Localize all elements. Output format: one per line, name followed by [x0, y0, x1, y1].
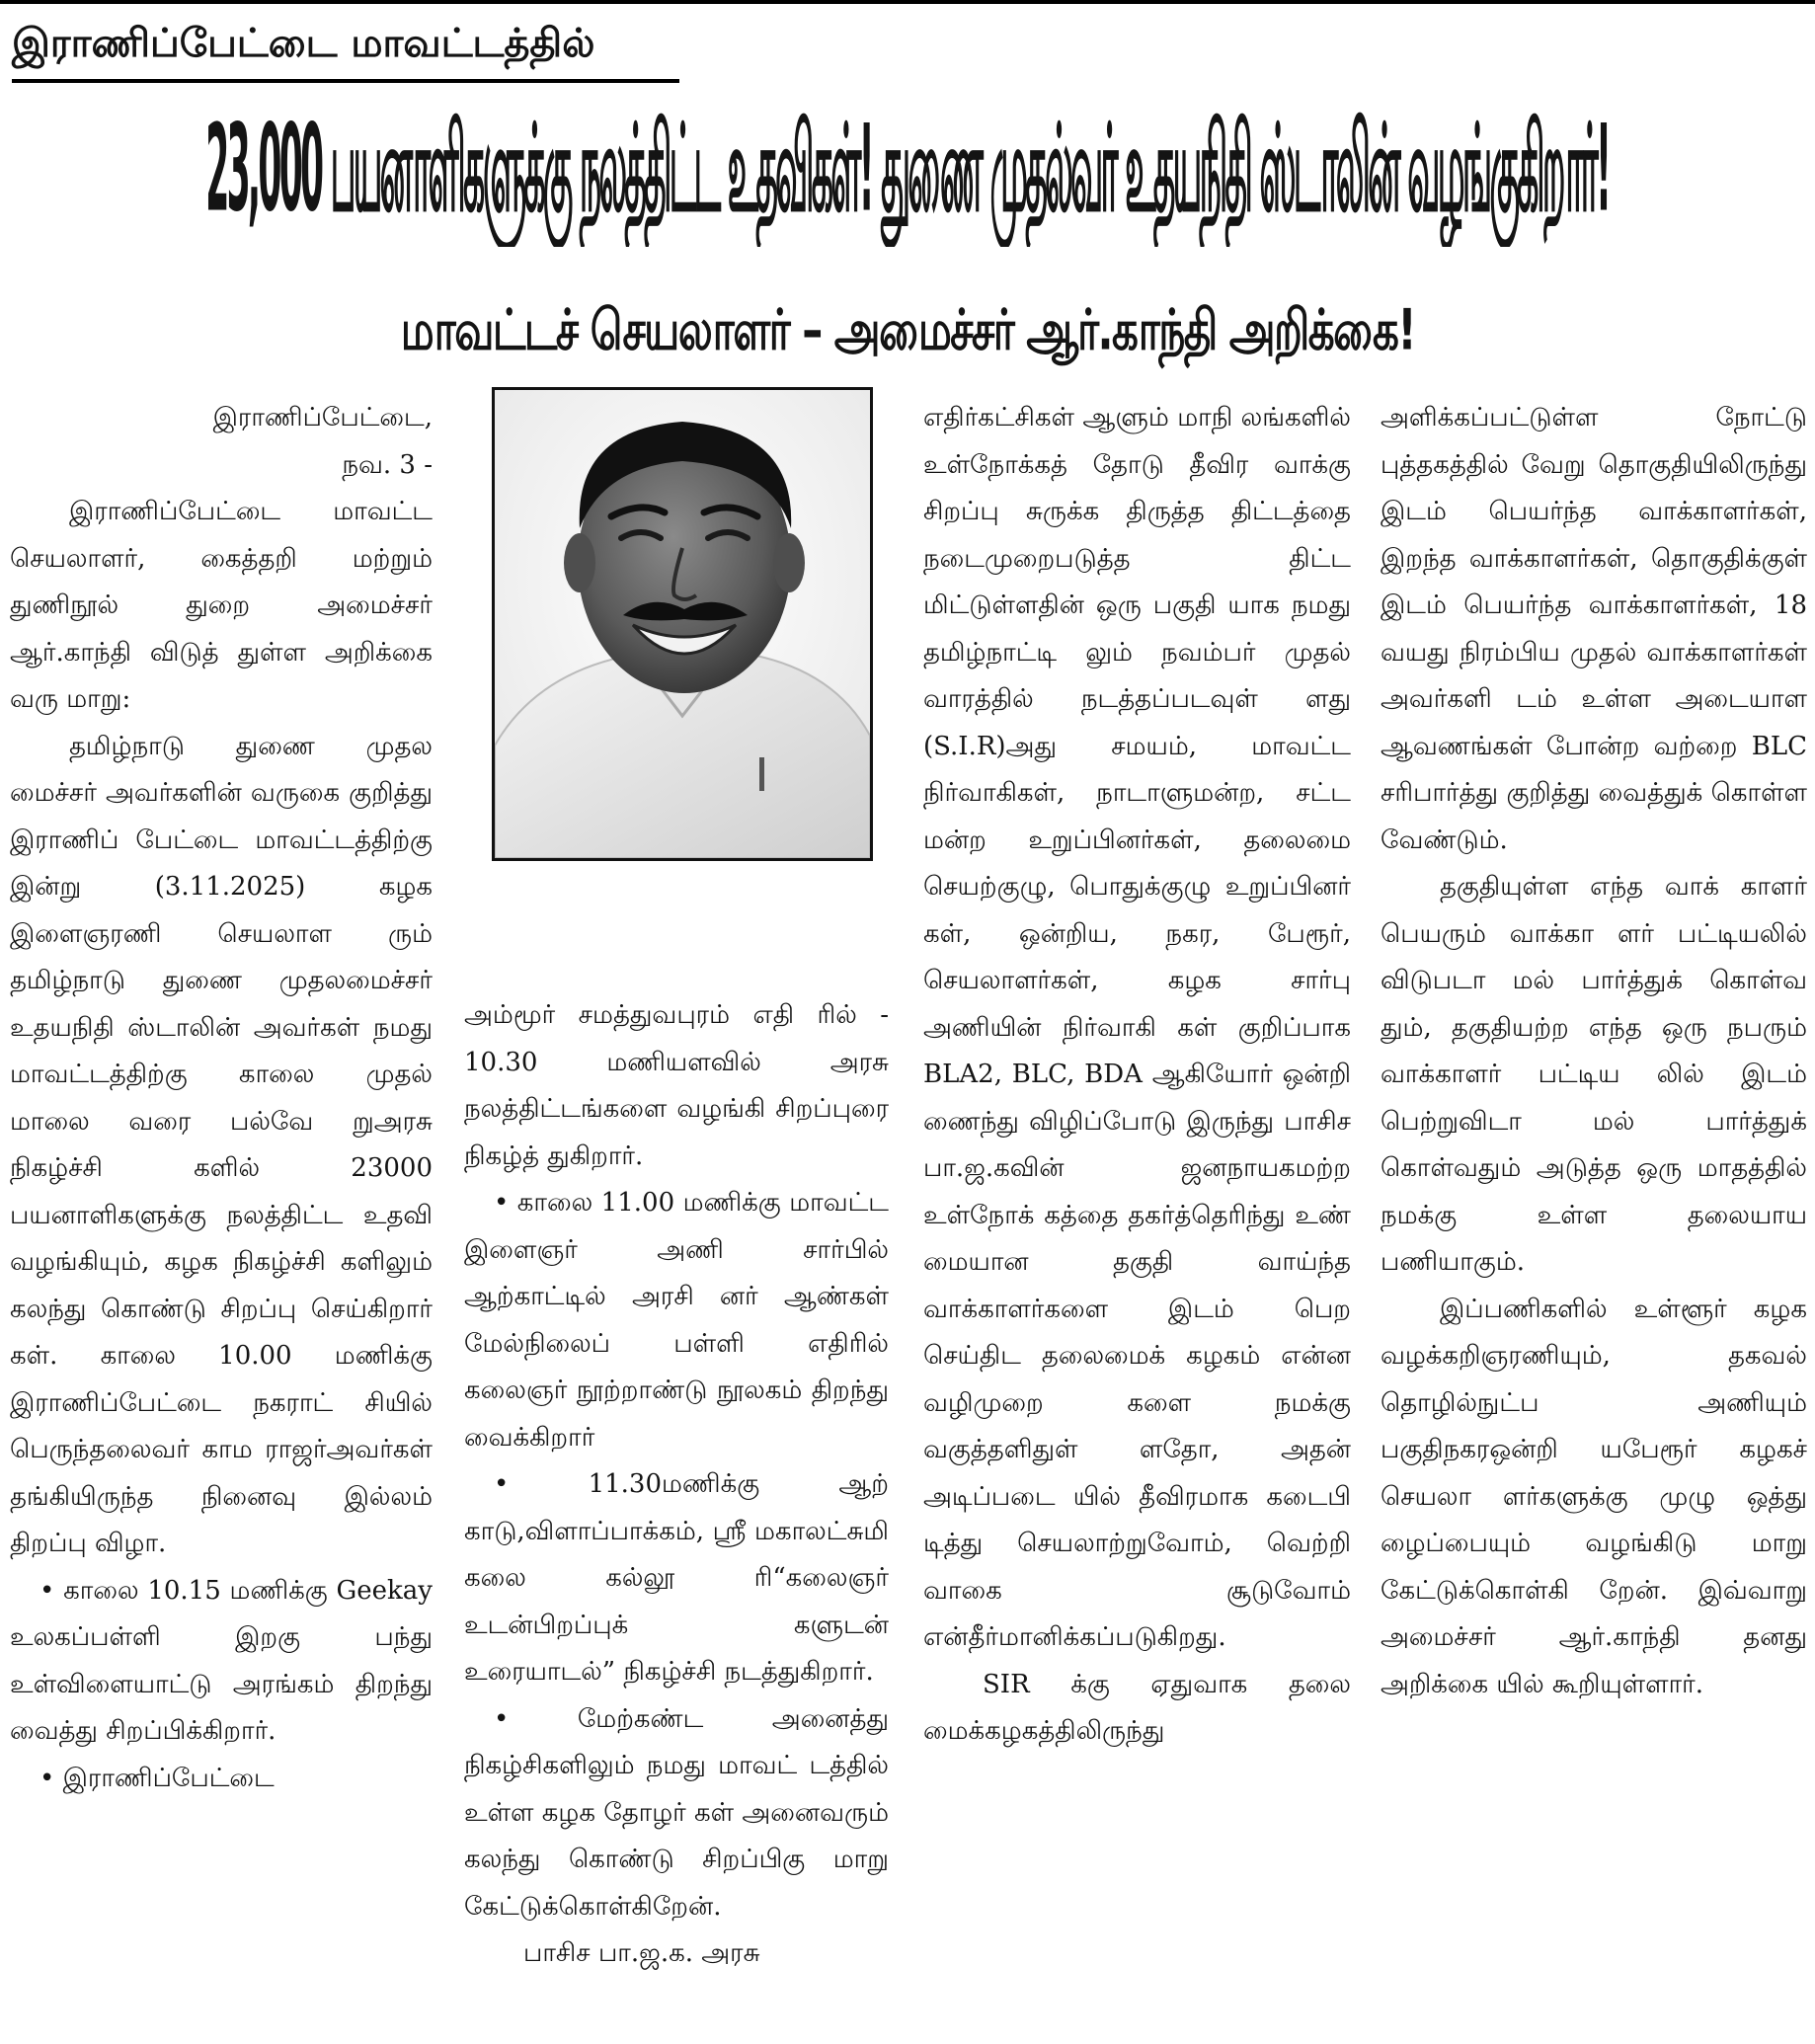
top-rule — [0, 0, 1815, 4]
schedule-item: • இராணிப்பேட்டை — [39, 1763, 275, 1793]
article-paragraph: தமிழ்நாடு துணை முதல மைச்சர் அவர்களின் வருகை குறித்து இராணிப் பேட்டை மாவட்டத்திற்கு இன்று (3.11.2025) கழக இளைஞரணி செயலாள ரும் தமிழ்நாடு துணை முதலமைச்சர் உதயநிதி ஸ்டாலின் அவர்கள் நமது மாவட்டத்திற்கு காலை முதல் மாலை வரை பல்வே றுஅரசு நிகழ்ச்சி களில் 23000 பயனாளிகளுக்கு நலத்திட்ட உதவி வழங்கியும், கழக நிகழ்ச்சி களிலும் கலந்து கொண்டு சிறப்பு செய்கிறார் கள். காலை 10.00 மணிக்கு இராணிப்பேட்டை நகராட் சியில் பெருந்தலைவர் காம ராஜர்அவர்கள் தங்கியிருந்த நினைவு இல்லம் திறப்பு விழா. — [10, 731, 433, 1558]
kicker-heading: இராணிப்பேட்டை மாவட்டத்தில் — [12, 12, 679, 83]
article-column-1 — [10, 395, 433, 2034]
article-paragraph: SIR க்கு ஏதுவாக தலை மைக்கழகத்திலிருந்து — [923, 1669, 1351, 1746]
article-paragraph: தகுதியுள்ள எந்த வாக் காளர் பெயரும் வாக்கா ளர் பட்டியலில் விடுபடா மல் பார்த்துக் கொள்வ தும், தகுதியற்ற எந்த ஒரு நபரும் வாக்காளர் பட்டிய லில் இடம் பெற்றுவிடா மல் பார்த்துக் கொள்வதும் அடுத்த ஒரு மாதத்தில் நமக்கு உள்ள தலையாய பணியாகும். — [1381, 872, 1807, 1277]
article-column-2 — [464, 992, 889, 2034]
portrait-illustration — [495, 390, 870, 858]
headline-container — [0, 109, 1815, 247]
article-paragraph: எதிர்கட்சிகள் ஆளும் மாநி லங்களில் உள்நோக்கத் தோடு தீவிர வாக்கு சிறப்பு சுருக்க திருத்த திட்டத்தை நடைமுறைபடுத்த திட்ட மிட்டுள்ளதின் ஒரு பகுதி யாக நமது தமிழ்நாட்டி லும் நவம்பர் முதல் வாரத்தில் நடத்தப்படவுள் ளது (S.I.R)அது சமயம், மாவட்ட நிர்வாகிகள், நாடாளுமன்ற, சட்ட மன்ற உறுப்பினர்கள், தலைமை செயற்குழு, பொதுக்குழு உறுப்பினர் கள், ஒன்றிய, நகர, பேரூர், செயலாளர்கள், கழக சார்பு அணியின் நிர்வாகி கள் குறிப்பாக BLA2, BLC, BDA ஆகியோர் ஒன்றி ணைந்து விழிப்போடு இருந்து பாசிச பா.ஜ.கவின் ஜனநாயகமற்ற உள்நோக் கத்தை தகர்த்தெரிந்து உண் மையான தகுதி வாய்ந்த வாக்காளர்களை இடம் பெற செய்திட தலைமைக் கழகம் என்ன வழிமுறை களை நமக்கு வகுத்தளிதுள் ளதோ, அதன் அடிப்படை யில் தீவிரமாக கடைபி டித்து செயலாற்றுவோம், வெற்றி வாகை சூடுவோம் என்தீர்மானிக்கப்படுகிறது. — [923, 403, 1351, 1652]
schedule-item: • மேற்கண்ட அனைத்து நிகழ்சிகளிலும் நமது மாவட் டத்தில் உள்ள கழக தோழர் கள் அனைவரும் கலந்து கொண்டு சிறப்பிகு மாறு கேட்டுக்கொள்கிறேன். — [464, 1703, 889, 1922]
dateline-date: நவ. 3 - — [342, 449, 433, 480]
article-paragraph: பாசிச பா.ஜ.க. அரசு — [523, 1938, 760, 1968]
article-paragraph: இப்பணிகளில் உள்ளூர் கழக வழக்கறிஞரணியும், தகவல் தொழில்நுட்ப அணியும் பகுதிநகரஒன்றி யபேரூர் கழகச் செயலா ளர்களுக்கு முழு ஒத்து ழைப்பையும் வழங்கிடு மாறு கேட்டுக்கொள்கி றேன். இவ்வாறு அமைச்சர் ஆர்.காந்தி தனது அறிக்கை யில் கூறியுள்ளார். — [1381, 1294, 1807, 1699]
headline: 23,000 பயனாளிகளுக்கு நலத்திட்ட உதவிகள்! துணை முதல்வர் உதயநிதி ஸ்டாலின் வழங்குகிறார்! — [205, 109, 1610, 240]
minister-photo — [492, 387, 873, 861]
article-paragraph: அளிக்கப்பட்டுள்ள நோட்டு புத்தகத்தில் வேறு தொகுதியிலிருந்து இடம் பெயர்ந்த வாக்காளர்கள், இறந்த வாக்காளர்கள், தொகுதிக்குள் இடம் பெயர்ந்த வாக்காளர்கள், 18 வயது நிரம்பிய முதல் வாக்காளர்கள் அவர்களி டம் உள்ள அடையாள ஆவணங்கள் போன்ற வற்றை BLC சரிபார்த்து குறித்து வைத்துக் கொள்ள வேண்டும். — [1381, 403, 1807, 855]
schedule-item: • 11.30மணிக்கு ஆற் காடு,விளாப்பாக்கம், ஸ்ரீ மகாலட்சுமி கலை கல்லூ ரி“கலைஞர் உடன்பிறப்புக் களுடன் உரையாடல்” நிகழ்ச்சி நடத்துகிறார். — [464, 1469, 889, 1687]
schedule-item: • காலை 10.15 மணிக்கு Geekay உலகப்பள்ளி இறகு பந்து உள்விளையாட்டு அரங்கம் திறந்து வைத்து சிறப்பிக்கிறார். — [10, 1575, 433, 1746]
dateline-place: இராணிப்பேட்டை, — [212, 403, 433, 432]
article-paragraph: இராணிப்பேட்டை மாவட்ட செயலாளர், கைத்தறி மற்றும் துணிநூல் துறை அமைச்சர் ஆர்.காந்தி விடுத் துள்ள அறிக்கை வரு மாறு: — [10, 497, 433, 714]
article-column-4 — [1381, 395, 1807, 2034]
article-paragraph: அம்மூர் சமத்துவபுரம் எதி ரில் - 10.30 மணியளவில் அரசு நலத்திட்டங்களை வழங்கி சிறப்புரை நிகழ்த் துகிறார். — [464, 1000, 889, 1171]
article-column-3 — [923, 395, 1351, 2034]
subheadline-container — [0, 289, 1815, 378]
subheadline: மாவட்டச் செயலாளர் – அமைச்சர் ஆர்.காந்தி அறிக்கை! — [400, 296, 1415, 362]
schedule-item: • காலை 11.00 மணிக்கு மாவட்ட இளைஞர் அணி சார்பில் ஆற்காட்டில் அரசி னர் ஆண்கள் மேல்நிலைப் பள்ளி எதிரில் கலைஞர் நூற்றாண்டு நூலகம் திறந்து வைக்கிறார் — [464, 1188, 889, 1453]
